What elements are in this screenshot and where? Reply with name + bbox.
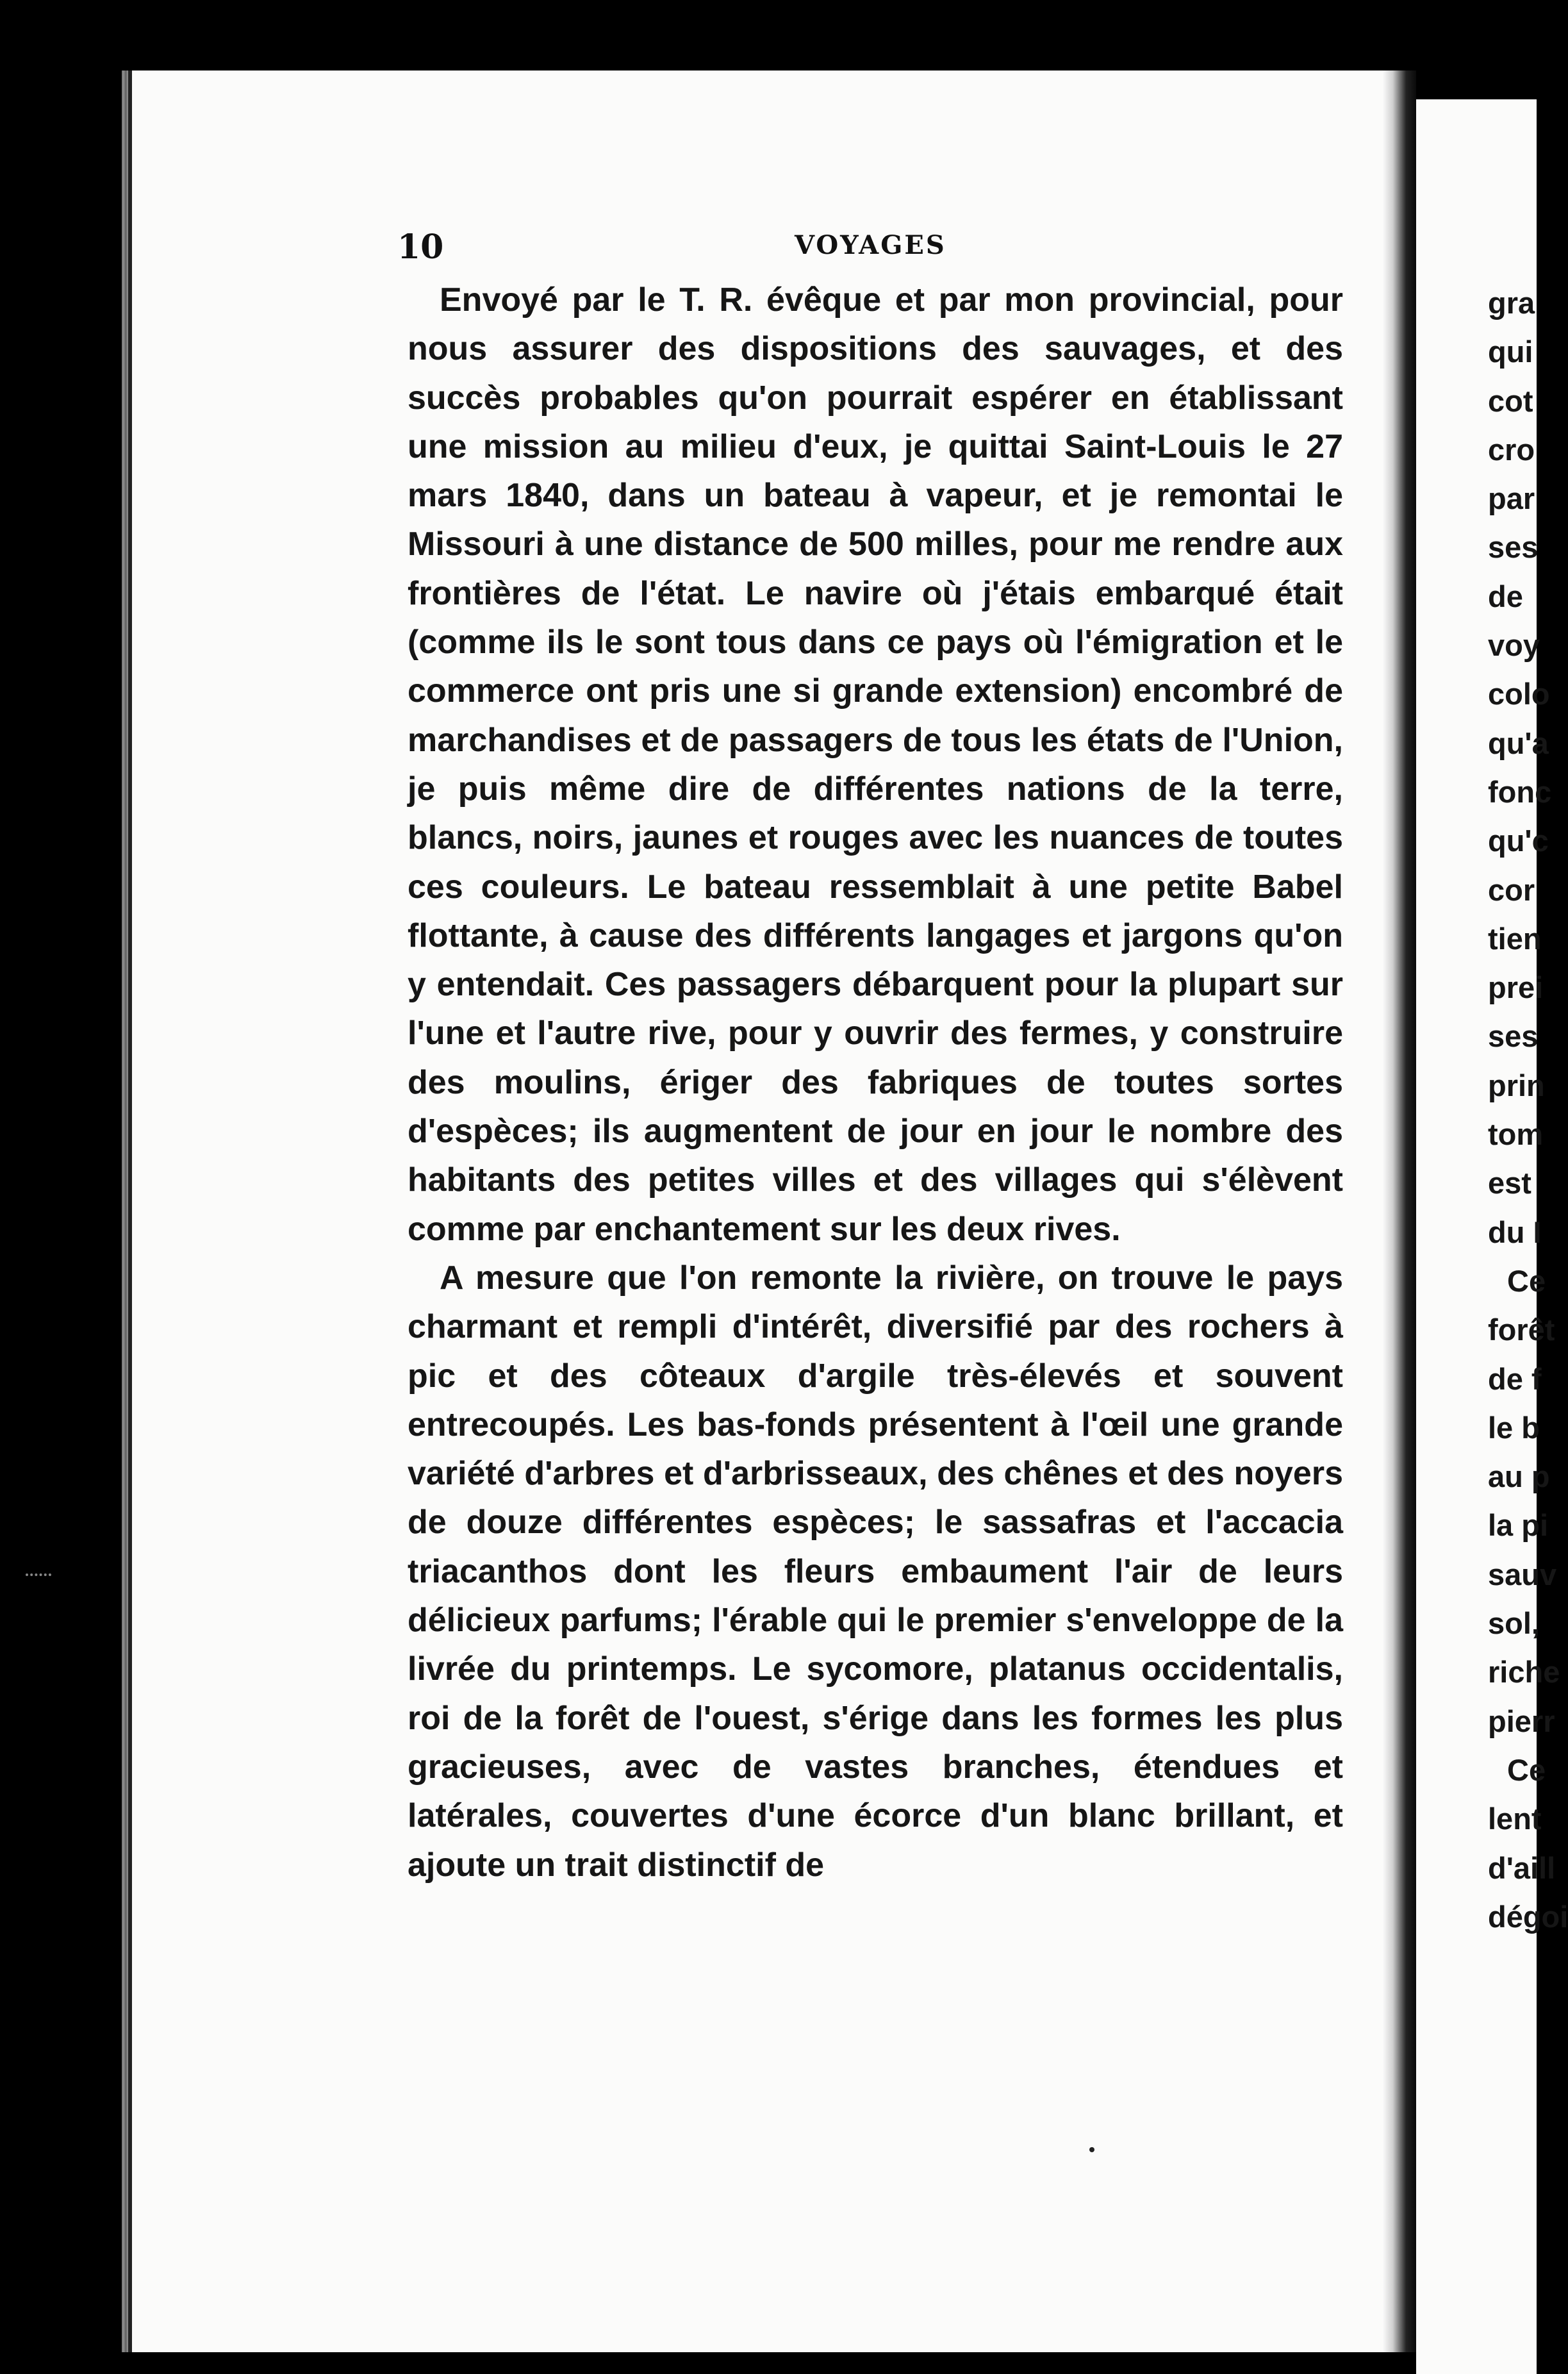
right-page-fragment: prei	[1488, 970, 1544, 1005]
right-page-fragment: la pi	[1488, 1508, 1549, 1543]
book-gutter	[1383, 71, 1416, 2352]
right-page-fragment: qu'a	[1488, 726, 1549, 760]
right-page-fragment: tien	[1488, 921, 1542, 956]
right-page-fragment: colo	[1488, 677, 1550, 711]
right-page-fragment: du I	[1488, 1215, 1542, 1249]
right-page-fragment: de	[1488, 579, 1523, 613]
right-page-fragment: forêt	[1488, 1313, 1555, 1347]
right-page-fragment: est	[1488, 1166, 1531, 1200]
right-page-fragment: par	[1488, 481, 1535, 516]
right-page-fragment: de f	[1488, 1361, 1542, 1396]
margin-mark	[26, 1573, 51, 1582]
body-text	[408, 276, 1343, 1889]
right-page-fragment: dégoi	[1488, 1899, 1568, 1934]
right-page-fragment: riche	[1488, 1655, 1560, 1689]
right-page-fragment: tom	[1488, 1117, 1544, 1152]
right-page-fragment: pierr	[1488, 1704, 1555, 1738]
right-page-fragment: Ce	[1507, 1752, 1546, 1787]
paragraph-2: A mesure que l'on remonte la rivière, on trouve le pays charmant et rempli d'intérêt, diversifié par des rochers à pic et des côteaux d'argile très-élevés et souvent entrecoupés. Les bas-fonds présentent à l'œil une grande variété d'arbres et d'arbrisseaux, des chênes et des noyers de douze différentes espèces; le sassafras et l'accacia triacanthos dont les fleurs embaument l'air de leurs délicieux parfums; l'érable qui le premier s'enveloppe de la livrée du printemps. Le sycomore, platanus occidentalis, roi de la forêt de l'ouest, s'érige dans les formes les plus gracieuses, avec de vastes branches, étendues et latérales, couvertes d'une écorce d'un blanc brillant, et ajoute un trait distinctif de	[408, 1259, 1343, 1884]
right-page-fragment: le b	[1488, 1410, 1540, 1445]
right-page-fragment: cot	[1488, 383, 1533, 418]
right-page-fragment: voy	[1488, 628, 1540, 663]
right-page-fragment: ses	[1488, 530, 1539, 565]
right-page-fragment: d'aill	[1488, 1850, 1556, 1885]
right-page-fragment: qu'c	[1488, 824, 1549, 858]
right-page-fragment: prin	[1488, 1068, 1545, 1102]
right-page-fragment: sauv	[1488, 1557, 1557, 1591]
right-page-fragment: au p	[1488, 1459, 1550, 1494]
right-page-fragment: sol,	[1488, 1606, 1540, 1641]
right-page-fragment: cro	[1488, 432, 1535, 467]
ink-dot	[1089, 2147, 1094, 2152]
right-page-fragment: fonc	[1488, 774, 1552, 809]
right-page-fragment: cor	[1488, 872, 1535, 907]
right-page-text-fragments	[1488, 279, 1568, 1941]
right-page-fragment: qui	[1488, 335, 1533, 369]
right-page-fragment: Ce	[1507, 1263, 1546, 1298]
running-head: VOYAGES	[795, 230, 946, 260]
right-page-fragment: gra	[1488, 286, 1535, 320]
paragraph-1: Envoyé par le T. R. évêque et par mon provincial, pour nous assurer des dispositions des sauvages, et des succès probables qu'on pourrait espérer en établissant une mission au milieu d'eux, je quittai Saint-Louis le 27 mars 1840, dans un bateau à vapeur, et je remontai le Missouri à une distance de 500 milles, pour me rendre aux frontières de l'état. Le navire où j'étais embarqué était (comme ils le sont tous dans ce pays où l'émigration et le commerce ont pris une si grande extension) encombré de marchandises et de passagers de tous les états de l'Union, je puis même dire de différentes nations de la terre, blancs, noirs, jaunes et rouges avec les nuances de toutes ces couleurs. Le bateau ressemblait à une petite Babel flottante, à cause des différents langages et jargons qu'on y entendait. Ces passagers débarquent pour la plupart sur l'une et l'autre rive, pour y ouvrir des fermes, y construire des moulins, ériger des fabriques de toutes sortes d'espèces; ils augmentent de jour en jour le nombre des habitants des petites villes et des villages qui s'élèvent comme par enchantement sur les deux rives.	[408, 281, 1343, 1248]
right-page-fragment: lent	[1488, 1802, 1542, 1836]
page-number: 10	[397, 228, 444, 267]
right-page-fragment: ses	[1488, 1019, 1539, 1054]
page-header	[397, 228, 1346, 272]
